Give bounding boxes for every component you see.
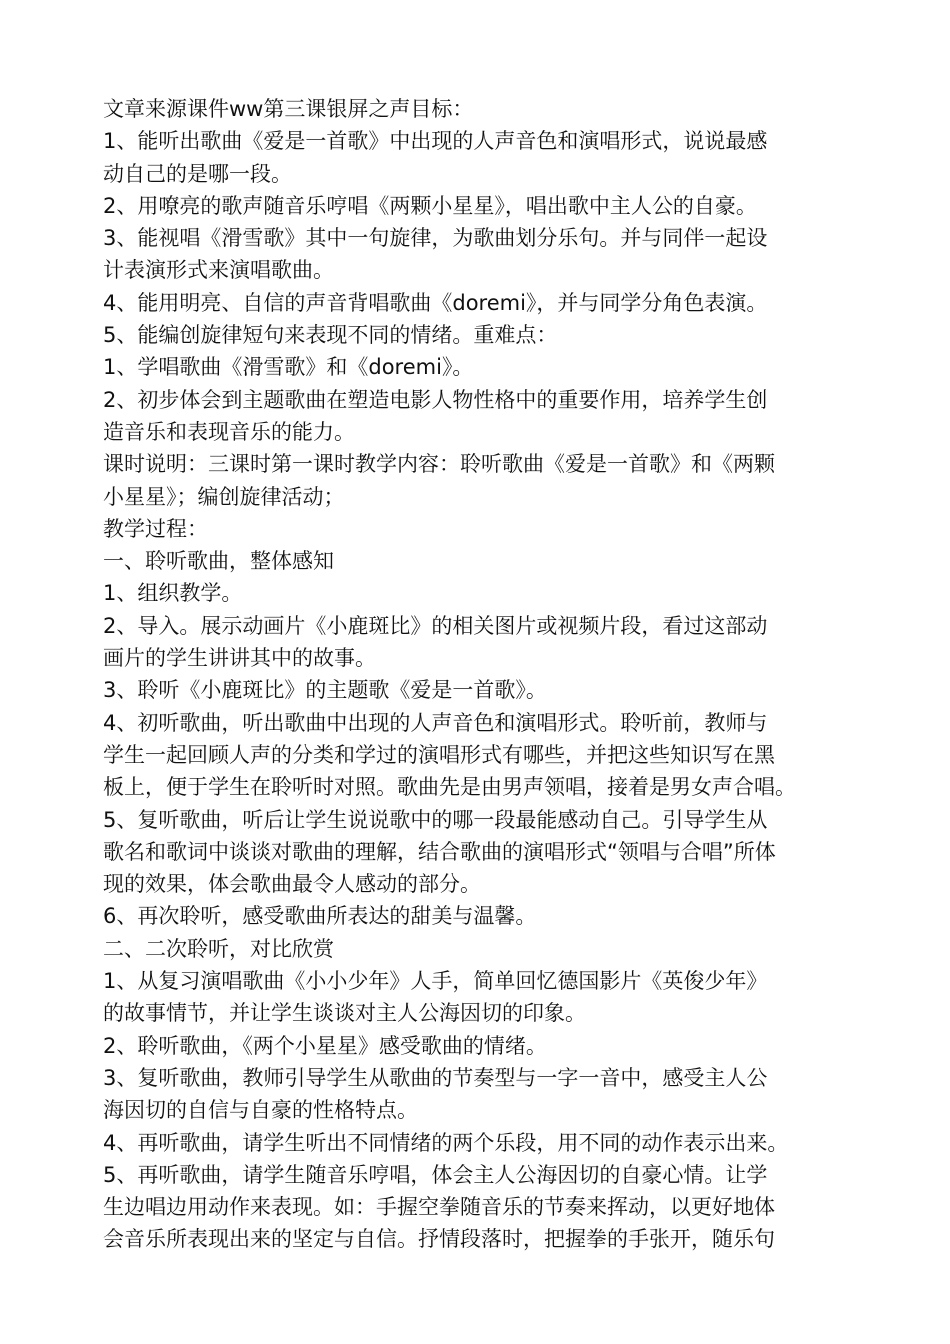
text-line: 造音乐和表现音乐的能力。 [103,419,355,444]
text-line: 计表演形式来演唱歌曲。 [103,258,334,283]
text-line: 5、再听歌曲，请学生随音乐哼唱，体会主人公海因切的自豪心情。让学 [103,1162,768,1187]
text-line: 3、复听歌曲，教师引导学生从歌曲的节奏型与一字一音中，感受主人公 [103,1065,768,1090]
text-line: 5、能编创旋律短句来表现不同的情绪。重难点： [103,323,558,348]
text-line: 板上，便于学生在聆听时对照。歌曲先是由男声领唱，接着是男女声合唱。 [103,775,796,800]
text-line: 2、聆听歌曲，《两个小星星》感受歌曲的情绪。 [103,1033,547,1058]
section-heading: 二、二次聆听，对比欣赏 [103,936,334,961]
text-line: 的故事情节，并让学生谈谈对主人公海因切的印象。 [103,1001,586,1026]
text-line: 生边唱边用动作来表现。如：手握空拳随音乐的节奏来挥动，以更好地体 [103,1195,775,1220]
text-line: 画片的学生讲讲其中的故事。 [103,646,376,671]
text-line: 文章来源课件ww第三课银屏之声目标： [103,97,474,121]
document-body [103,93,883,1256]
text-line: 4、再听歌曲，请学生听出不同情绪的两个乐段，用不同的动作表示出来。 [103,1130,789,1155]
text-line: 6、再次聆听，感受歌曲所表达的甜美与温馨。 [103,904,537,929]
text-line: 教学过程： [103,516,208,541]
text-line: 1、学唱歌曲《滑雪歌》和《doremi》。 [103,355,474,380]
text-line: 小星星》；编创旋律活动； [103,484,345,509]
text-line: 动自己的是哪一段。 [103,161,292,186]
text-line: 学生一起回顾人声的分类和学过的演唱形式有哪些，并把这些知识写在黑 [103,742,775,767]
text-line: 2、用嘹亮的歌声随音乐哼唱《两颗小星星》，唱出歌中主人公的自豪。 [103,193,757,218]
text-line: 海因切的自信与自豪的性格特点。 [103,1098,418,1123]
text-line: 5、复听歌曲，听后让学生说说歌中的哪一段最能感动自己。引导学生从 [103,807,768,832]
text-line: 1、从复习演唱歌曲《小小少年》人手，简单回忆德国影片《英俊少年》 [103,969,768,994]
text-line: 3、能视唱《滑雪歌》其中一句旋律，为歌曲划分乐句。并与同伴一起设 [103,226,768,251]
text-line: 4、能用明亮、自信的声音背唱歌曲《doremi》，并与同学分角色表演。 [103,290,768,315]
text-line: 2、初步体会到主题歌曲在塑造电影人物性格中的重要作用，培养学生创 [103,387,768,412]
text-line: 课时说明：三课时第一课时教学内容：聆听歌曲《爱是一首歌》和《两颗 [103,452,775,477]
text-line: 1、组织教学。 [103,581,243,606]
text-line: 3、聆听《小鹿斑比》的主题歌《爱是一首歌》。 [103,678,547,703]
text-line: 2、导入。展示动画片《小鹿斑比》的相关图片或视频片段，看过这部动 [103,613,768,638]
section-heading: 一、聆听歌曲，整体感知 [103,549,334,574]
text-line: 现的效果，体会歌曲最令人感动的部分。 [103,872,481,897]
text-line: 4、初听歌曲，听出歌曲中出现的人声音色和演唱形式。聆听前，教师与 [103,710,768,735]
text-line: 1、能听出歌曲《爱是一首歌》中出现的人声音色和演唱形式，说说最感 [103,129,768,154]
text-line: 会音乐所表现出来的坚定与自信。抒情段落时，把握拳的手张开，随乐句 [103,1227,775,1252]
text-line: 歌名和歌词中谈谈对歌曲的理解，结合歌曲的演唱形式“领唱与合唱”所体 [103,839,776,864]
